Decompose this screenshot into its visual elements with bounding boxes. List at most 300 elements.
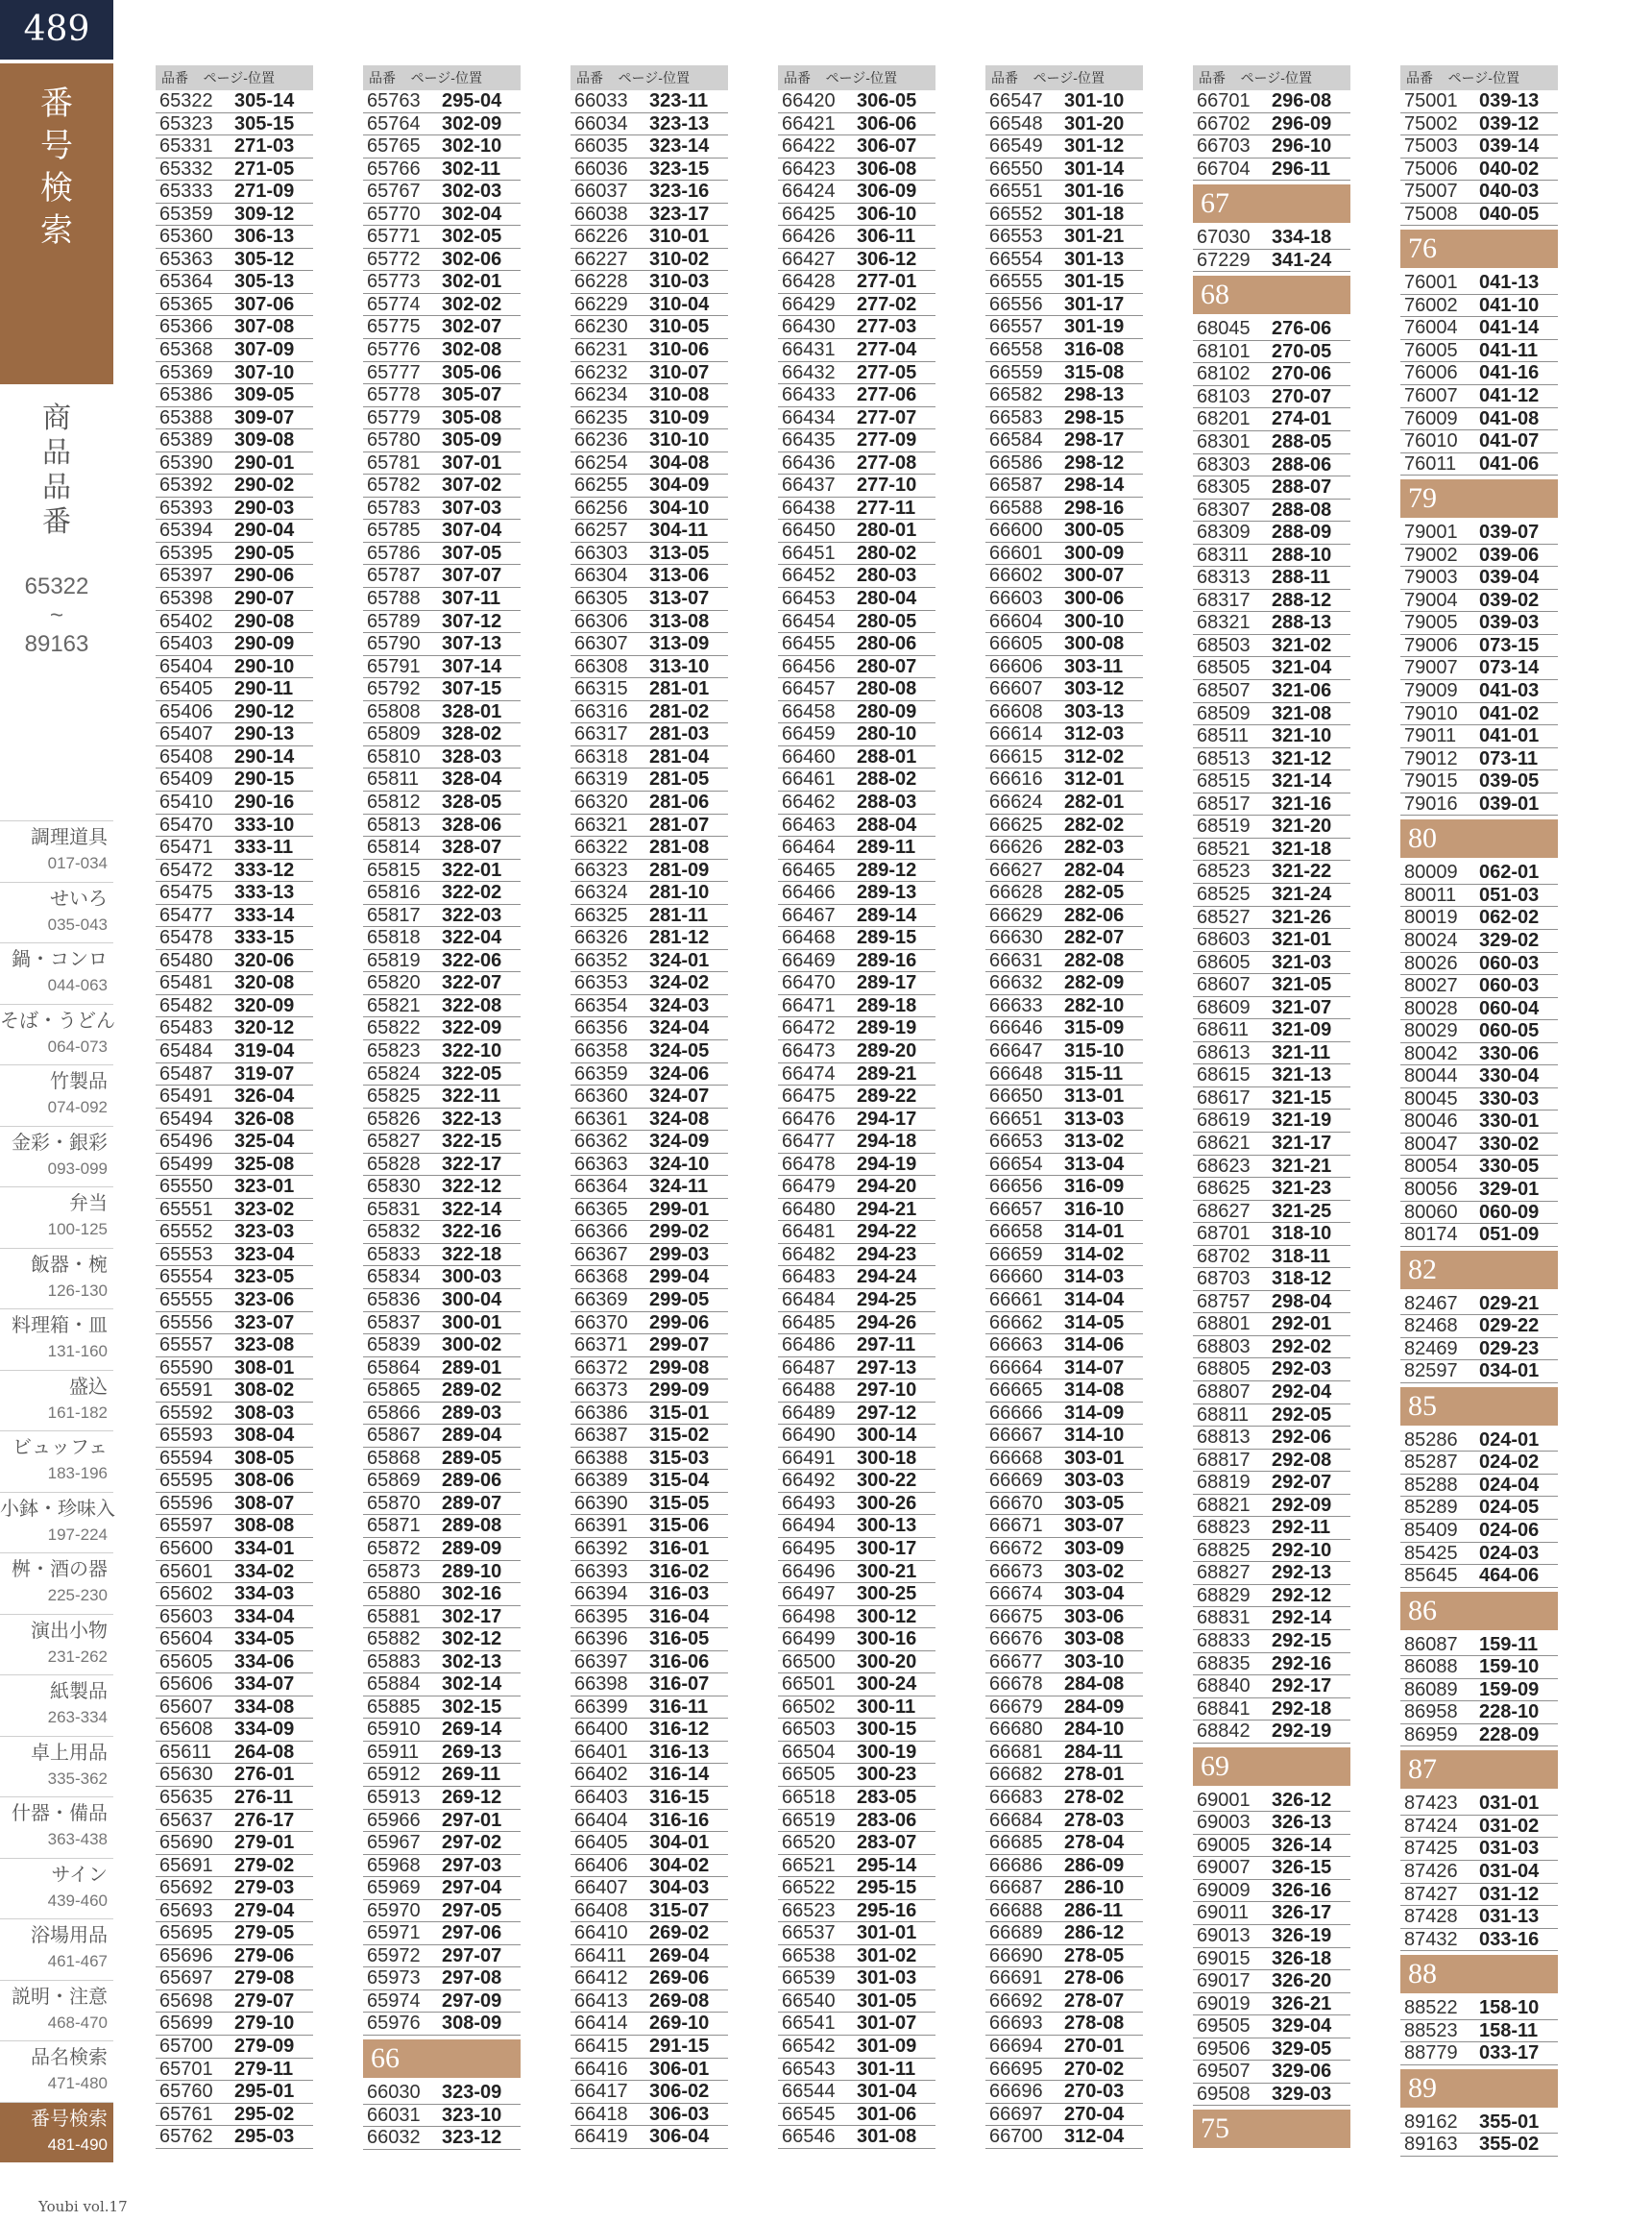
product-number: 66659 xyxy=(989,1243,1043,1265)
category-item[interactable] xyxy=(0,942,113,1004)
index-entry xyxy=(778,1606,935,1629)
page-position: 314-03 xyxy=(1064,1266,1125,1288)
page-position: 269-10 xyxy=(649,2013,710,2035)
product-number: 76006 xyxy=(1404,362,1458,384)
product-number: 80011 xyxy=(1404,884,1457,906)
index-entry xyxy=(778,90,935,113)
index-entry xyxy=(985,611,1143,634)
product-number: 66586 xyxy=(989,452,1043,474)
page-position: 289-21 xyxy=(857,1062,917,1085)
product-number: 65867 xyxy=(367,1425,421,1447)
product-number: 80009 xyxy=(1404,862,1458,884)
index-entry xyxy=(156,1470,313,1493)
product-number: 69505 xyxy=(1197,2015,1251,2038)
page-position: 280-08 xyxy=(857,678,917,700)
category-item[interactable] xyxy=(0,1980,113,2041)
page-position: 060-03 xyxy=(1479,952,1540,974)
group-prefix-header: 85 xyxy=(1400,1387,1558,1426)
index-entry xyxy=(363,2013,521,2036)
product-number: 65491 xyxy=(159,1086,213,1108)
index-entry xyxy=(156,1493,313,1516)
index-entry xyxy=(363,837,521,860)
index-entry xyxy=(1400,181,1558,204)
product-number: 66254 xyxy=(574,452,628,474)
index-entry xyxy=(985,1493,1143,1516)
category-name: サイン xyxy=(51,1864,108,1886)
page-position: 288-09 xyxy=(1272,522,1332,544)
product-number: 79015 xyxy=(1404,770,1458,793)
product-number: 65365 xyxy=(159,293,213,315)
category-item[interactable] xyxy=(0,1492,113,1553)
product-number: 66318 xyxy=(574,745,628,768)
category-item[interactable] xyxy=(0,1796,113,1858)
page-position: 322-13 xyxy=(442,1108,502,1130)
page-position: 278-02 xyxy=(1064,1787,1125,1809)
product-number: 66396 xyxy=(574,1628,628,1650)
page-position: 324-05 xyxy=(649,1039,710,1062)
index-entry xyxy=(1193,1857,1350,1880)
index-entry xyxy=(363,1040,521,1063)
page-position: 041-07 xyxy=(1479,430,1540,452)
product-number: 65551 xyxy=(159,1198,213,1220)
page-position: 324-02 xyxy=(649,972,710,994)
page-position: 333-11 xyxy=(234,837,294,859)
index-entry xyxy=(1400,1701,1558,1724)
page-position: 308-03 xyxy=(234,1402,295,1424)
page-position: 301-05 xyxy=(857,1989,917,2012)
product-number: 66405 xyxy=(574,1832,628,1854)
page-position: 324-03 xyxy=(649,994,710,1016)
page-position: 300-24 xyxy=(857,1673,917,1696)
index-entry xyxy=(778,1764,935,1787)
page-position: 051-03 xyxy=(1479,884,1540,906)
product-number: 65406 xyxy=(159,700,213,722)
index-entry xyxy=(985,204,1143,227)
category-item[interactable] xyxy=(0,1552,113,1614)
category-item[interactable] xyxy=(0,2040,113,2102)
product-number: 66691 xyxy=(989,1967,1043,1989)
index-entry xyxy=(1400,545,1558,568)
product-number: 65637 xyxy=(159,1809,213,1831)
product-number: 65771 xyxy=(367,226,421,248)
page-position: 324-09 xyxy=(649,1131,710,1153)
product-number: 69507 xyxy=(1197,2061,1251,2083)
page-position: 297-06 xyxy=(442,1922,502,1944)
product-number: 68303 xyxy=(1197,453,1251,476)
index-entry xyxy=(1193,1358,1350,1381)
page-position: 322-17 xyxy=(442,1153,502,1175)
product-number: 66475 xyxy=(782,1086,836,1108)
product-number: 65366 xyxy=(159,316,213,338)
index-entry xyxy=(985,1719,1143,1742)
index-entry xyxy=(985,995,1143,1018)
index-entry xyxy=(363,1787,521,1810)
column-header xyxy=(1193,65,1350,90)
page-position: 323-14 xyxy=(649,135,710,158)
page-position: 308-01 xyxy=(234,1356,295,1379)
index-entry xyxy=(363,905,521,928)
page-position: 322-16 xyxy=(442,1221,502,1243)
product-number: 66661 xyxy=(989,1288,1043,1310)
category-page-range: 093-099 xyxy=(47,1159,108,1178)
page-position: 297-05 xyxy=(442,1899,502,1921)
page-position: 298-13 xyxy=(1064,384,1125,406)
page-position: 289-09 xyxy=(442,1538,502,1559)
index-entry xyxy=(778,204,935,227)
product-number: 66686 xyxy=(989,1854,1043,1876)
page-position: 297-08 xyxy=(442,1967,502,1989)
page-position: 316-11 xyxy=(649,1696,709,1718)
index-entry xyxy=(778,475,935,498)
product-number: 66539 xyxy=(782,1967,836,1989)
product-number: 65611 xyxy=(159,1741,212,1763)
index-entry xyxy=(778,1787,935,1810)
page-position: 283-07 xyxy=(857,1832,917,1854)
product-number: 66360 xyxy=(574,1086,628,1108)
page-position: 316-01 xyxy=(649,1538,710,1559)
product-number: 66367 xyxy=(574,1243,628,1265)
page-position: 302-11 xyxy=(442,158,501,180)
index-entry xyxy=(778,1990,935,2014)
product-number: 65764 xyxy=(367,112,421,134)
page-position: 292-17 xyxy=(1272,1675,1332,1697)
index-entry xyxy=(1400,204,1558,227)
page-position: 276-01 xyxy=(234,1764,295,1786)
product-number: 65398 xyxy=(159,588,213,610)
page-position: 320-12 xyxy=(234,1017,295,1039)
page-position: 289-05 xyxy=(442,1447,502,1469)
product-number: 66467 xyxy=(782,904,836,926)
page-position: 316-02 xyxy=(649,1560,710,1582)
product-number: 66683 xyxy=(989,1787,1043,1809)
product-number: 66489 xyxy=(782,1402,836,1424)
index-entry xyxy=(363,452,521,476)
page-number: 489 xyxy=(0,0,113,60)
page-position: 289-08 xyxy=(442,1515,502,1537)
page-position: 304-08 xyxy=(649,452,710,474)
index-entry xyxy=(156,1673,313,1696)
category-item[interactable] xyxy=(0,1064,113,1126)
group-prefix-header: 80 xyxy=(1400,819,1558,858)
page-position: 322-18 xyxy=(442,1243,502,1265)
page-position: 282-04 xyxy=(1064,859,1125,881)
category-item[interactable] xyxy=(0,1186,113,1248)
index-entry xyxy=(985,1651,1143,1674)
page-position: 270-01 xyxy=(1064,2036,1125,2058)
index-entry xyxy=(1193,1268,1350,1291)
product-number: 65816 xyxy=(367,882,421,904)
page-position: 300-12 xyxy=(857,1605,917,1627)
page-position: 315-09 xyxy=(1064,1017,1125,1039)
product-number: 66305 xyxy=(574,588,628,610)
page-position: 270-02 xyxy=(1064,2058,1125,2080)
product-number: 65596 xyxy=(159,1492,213,1514)
product-number: 66484 xyxy=(782,1288,836,1310)
header-number-label: 品番 xyxy=(1406,70,1433,85)
category-item[interactable] xyxy=(0,1004,113,1065)
product-number: 66457 xyxy=(782,678,836,700)
index-entry xyxy=(571,135,728,159)
category-item[interactable] xyxy=(0,1674,113,1736)
index-entry xyxy=(985,1877,1143,1900)
page-position: 305-15 xyxy=(234,112,295,134)
index-entry xyxy=(1400,1110,1558,1134)
page-position: 321-10 xyxy=(1272,725,1332,747)
product-number: 66394 xyxy=(574,1583,628,1605)
page-position: 303-10 xyxy=(1064,1650,1125,1672)
index-entry xyxy=(1400,522,1558,545)
page-position: 295-01 xyxy=(234,2081,295,2103)
page-position: 031-03 xyxy=(1479,1838,1540,1860)
page-position: 277-08 xyxy=(857,452,917,474)
page-position: 039-14 xyxy=(1479,135,1540,158)
page-position: 281-08 xyxy=(649,837,710,859)
category-page-range: 471-480 xyxy=(47,2074,108,2092)
product-number: 65968 xyxy=(367,1854,421,1876)
page-position: 310-10 xyxy=(649,429,710,452)
page-position: 321-06 xyxy=(1272,680,1332,702)
product-number: 68515 xyxy=(1197,770,1251,793)
page-position: 278-03 xyxy=(1064,1809,1125,1831)
product-number: 65699 xyxy=(159,2013,213,2035)
product-number: 66431 xyxy=(782,339,836,361)
product-number: 66435 xyxy=(782,429,836,452)
index-entry xyxy=(1400,703,1558,726)
header-number-label: 品番 xyxy=(576,70,603,85)
product-number: 69005 xyxy=(1197,1834,1251,1856)
page-position: 024-04 xyxy=(1479,1474,1540,1496)
page-position: 310-06 xyxy=(649,339,710,361)
page-position: 289-11 xyxy=(857,837,916,859)
product-number: 65873 xyxy=(367,1560,421,1582)
page-position: 276-17 xyxy=(234,1809,295,1831)
index-entry xyxy=(1193,1835,1350,1858)
index-entry xyxy=(1193,1064,1350,1087)
index-entry xyxy=(156,995,313,1018)
product-number: 79004 xyxy=(1404,589,1458,611)
product-number: 66703 xyxy=(1197,135,1251,158)
product-number: 65397 xyxy=(159,565,213,587)
page-position: 159-09 xyxy=(1479,1678,1540,1700)
category-item[interactable] xyxy=(0,882,113,943)
product-number: 65697 xyxy=(159,1967,213,1989)
index-entry xyxy=(571,1379,728,1403)
product-number: 65824 xyxy=(367,1062,421,1085)
index-entry xyxy=(571,1832,728,1855)
index-entry xyxy=(571,1673,728,1696)
product-number: 66583 xyxy=(989,406,1043,428)
product-number: 66399 xyxy=(574,1696,628,1718)
index-entry xyxy=(156,1855,313,1878)
page-position: 301-02 xyxy=(857,1944,917,1966)
product-number: 79012 xyxy=(1404,747,1458,769)
index-entry xyxy=(778,407,935,430)
product-number: 65788 xyxy=(367,588,421,610)
index-entry xyxy=(778,2126,935,2149)
index-entry xyxy=(985,90,1143,113)
category-page-range: 161-182 xyxy=(47,1403,108,1422)
page-position: 328-06 xyxy=(442,814,502,836)
sidebar xyxy=(0,0,113,2221)
page-position: 304-11 xyxy=(649,520,709,542)
index-entry xyxy=(156,2013,313,2036)
index-entry xyxy=(1193,386,1350,409)
index-entry xyxy=(571,1470,728,1493)
index-entry xyxy=(363,113,521,136)
page-position: 292-14 xyxy=(1272,1607,1332,1629)
group-prefix-header: 87 xyxy=(1400,1750,1558,1789)
page-position: 296-10 xyxy=(1272,135,1332,158)
product-number: 65323 xyxy=(159,112,213,134)
page-position: 320-06 xyxy=(234,949,295,971)
page-position: 303-08 xyxy=(1064,1628,1125,1650)
product-number: 68309 xyxy=(1197,522,1251,544)
category-item[interactable] xyxy=(0,820,113,882)
index-entry xyxy=(1193,907,1350,930)
category-item[interactable] xyxy=(0,1370,113,1431)
index-entry xyxy=(778,1855,935,1878)
product-number: 69017 xyxy=(1197,1970,1251,1992)
page-position: 295-03 xyxy=(234,2126,295,2148)
index-entry xyxy=(778,1109,935,1132)
category-item[interactable] xyxy=(0,1248,113,1309)
index-entry xyxy=(571,1922,728,1945)
page-position: 464-06 xyxy=(1479,1565,1540,1587)
index-entry xyxy=(1193,1607,1350,1630)
category-page-range: 461-467 xyxy=(47,1952,108,1970)
product-number: 65556 xyxy=(159,1311,213,1333)
product-number: 66425 xyxy=(782,203,836,225)
index-entry xyxy=(1400,453,1558,476)
product-number: 88522 xyxy=(1404,1997,1458,2019)
page-position: 315-03 xyxy=(649,1447,710,1469)
category-item[interactable] xyxy=(0,1430,113,1492)
product-number: 68842 xyxy=(1197,1721,1251,1743)
product-number: 89162 xyxy=(1404,2111,1458,2133)
product-number: 65776 xyxy=(367,339,421,361)
page-position: 271-05 xyxy=(234,158,295,180)
product-number: 68321 xyxy=(1197,612,1251,634)
product-number: 66038 xyxy=(574,203,628,225)
product-number: 65499 xyxy=(159,1153,213,1175)
product-number: 66476 xyxy=(782,1108,836,1130)
product-number: 66438 xyxy=(782,497,836,519)
index-entry xyxy=(985,1425,1143,1448)
page-position: 281-10 xyxy=(649,882,710,904)
index-entry xyxy=(571,1628,728,1651)
index-entry xyxy=(778,1673,935,1696)
category-item[interactable] xyxy=(0,2102,113,2163)
product-number: 69508 xyxy=(1197,2083,1251,2105)
product-number: 65761 xyxy=(159,2103,213,2125)
index-entry xyxy=(1400,113,1558,136)
index-entry xyxy=(1400,1179,1558,1202)
page-position: 279-03 xyxy=(234,1877,295,1899)
index-entry xyxy=(778,1719,935,1742)
page-position: 062-01 xyxy=(1479,862,1540,884)
index-entry xyxy=(985,950,1143,973)
product-number: 66670 xyxy=(989,1492,1043,1514)
category-item[interactable] xyxy=(0,1918,113,1980)
index-entry xyxy=(156,882,313,905)
product-number: 65765 xyxy=(367,135,421,158)
product-number: 66653 xyxy=(989,1131,1043,1153)
category-item[interactable] xyxy=(0,1858,113,1919)
product-number: 65607 xyxy=(159,1696,213,1718)
page-position: 294-17 xyxy=(857,1108,917,1130)
product-number: 66458 xyxy=(782,700,836,722)
product-number: 66522 xyxy=(782,1877,836,1899)
index-entry xyxy=(778,1334,935,1357)
product-number: 66477 xyxy=(782,1131,836,1153)
index-entry xyxy=(1400,862,1558,885)
page-position: 040-05 xyxy=(1479,203,1540,225)
product-number: 66359 xyxy=(574,1062,628,1085)
category-item[interactable] xyxy=(0,1736,113,1797)
page-position: 060-05 xyxy=(1479,1020,1540,1042)
category-item[interactable] xyxy=(0,1308,113,1370)
page-position: 040-02 xyxy=(1479,158,1540,180)
index-entry xyxy=(985,1131,1143,1154)
page-position: 306-10 xyxy=(857,203,917,225)
product-number: 82597 xyxy=(1404,1360,1458,1382)
category-page-range: 468-470 xyxy=(47,2013,108,2032)
page-position: 315-08 xyxy=(1064,361,1125,383)
index-entry xyxy=(1193,1381,1350,1404)
index-entry xyxy=(156,860,313,883)
index-entry xyxy=(571,611,728,634)
page-position: 286-10 xyxy=(1064,1877,1125,1899)
product-number: 76005 xyxy=(1404,339,1458,361)
product-number: 65601 xyxy=(159,1560,213,1582)
product-number: 65967 xyxy=(367,1832,421,1854)
product-number: 65393 xyxy=(159,497,213,519)
page-position: 277-06 xyxy=(857,384,917,406)
header-position-label: ページ-位置 xyxy=(1240,70,1312,85)
index-entry xyxy=(363,1673,521,1696)
page-position: 289-22 xyxy=(857,1086,917,1108)
product-number: 65698 xyxy=(159,1989,213,2012)
index-entry xyxy=(985,1017,1143,1040)
index-entry xyxy=(1193,2015,1350,2038)
category-item[interactable] xyxy=(0,1614,113,1675)
index-entry xyxy=(363,1606,521,1629)
page-position: 316-04 xyxy=(649,1605,710,1627)
product-number: 65592 xyxy=(159,1402,213,1424)
page-position: 060-09 xyxy=(1479,1201,1540,1223)
group-prefix-header: 67 xyxy=(1193,184,1350,223)
index-entry xyxy=(985,113,1143,136)
page-position: 295-14 xyxy=(857,1854,917,1876)
index-entry xyxy=(363,498,521,521)
product-number: 68833 xyxy=(1197,1630,1251,1651)
page-position: 324-11 xyxy=(649,1176,709,1198)
index-entry xyxy=(778,701,935,724)
page-position: 307-03 xyxy=(442,497,502,519)
page-position: 292-18 xyxy=(1272,1697,1332,1720)
product-number: 65701 xyxy=(159,2058,213,2080)
index-entry xyxy=(363,1493,521,1516)
product-number: 68827 xyxy=(1197,1562,1251,1584)
page-position: 302-05 xyxy=(442,226,502,248)
group-prefix-header: 79 xyxy=(1400,479,1558,518)
index-entry xyxy=(778,633,935,656)
category-name: 料理箱・皿 xyxy=(12,1315,108,1336)
page-position: 300-13 xyxy=(857,1515,917,1537)
category-item[interactable] xyxy=(0,1126,113,1187)
page-position: 294-26 xyxy=(857,1311,917,1333)
product-number: 65781 xyxy=(367,452,421,474)
